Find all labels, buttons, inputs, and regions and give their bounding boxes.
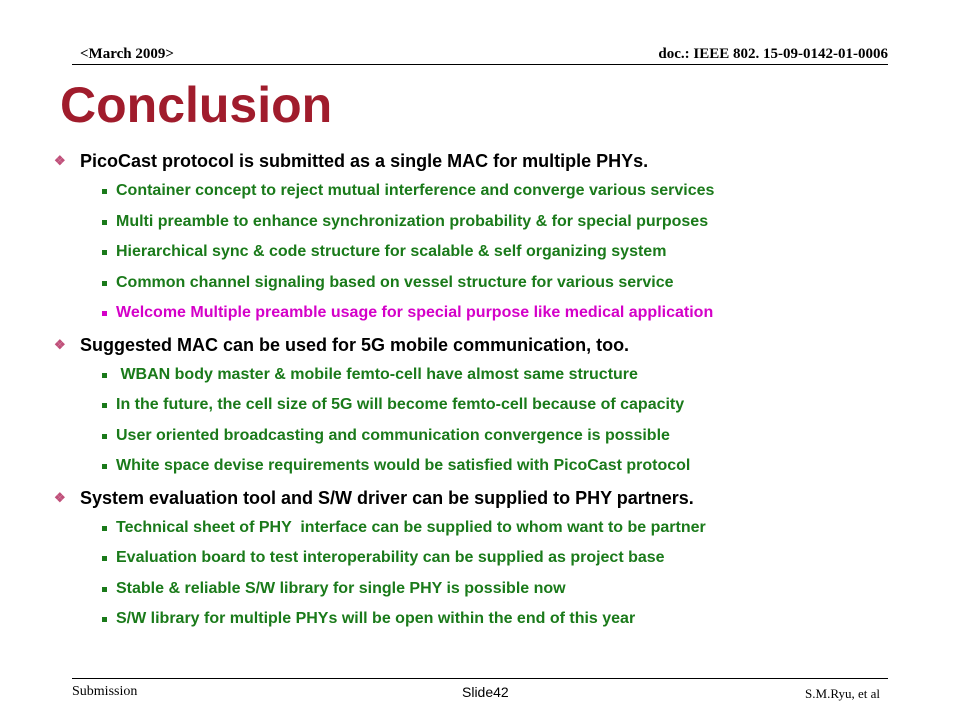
square-bullet-icon [102,526,107,531]
bullet-l2 [54,548,934,568]
square-bullet-icon [102,464,107,469]
bullet-l2 [54,456,934,476]
bullet-l2 [54,212,934,232]
square-bullet-icon [102,189,107,194]
bullet-l2 [54,426,934,446]
bullet-l1 [54,334,934,356]
bullet-text: White space devise requirements would be satisfied with PicoCast protocol [116,457,691,474]
bullet-l2 [54,273,934,293]
bullet-text: Evaluation board to test interoperability can be supplied as project base [116,549,665,566]
slide-body [54,150,934,640]
bullet-l2 [54,303,934,323]
square-bullet-icon [102,220,107,225]
square-bullet-icon [102,311,107,316]
bullet-text: WBAN body master & mobile femto-cell have almost same structure [116,365,638,383]
bullet-text: Hierarchical sync & code structure for scalable & self organizing system [116,243,667,260]
bullet-text: Welcome Multiple preamble usage for special purpose like medical application [116,304,714,321]
bullet-text: S/W library for multiple PHYs will be open within the end of this year [116,610,636,627]
diamond-bullet-icon: ❖ [54,489,66,505]
footer-slide-number: Slide42 [462,684,509,700]
square-bullet-icon [102,281,107,286]
section-1 [54,150,934,323]
diamond-bullet-icon: ❖ [54,336,66,352]
bullet-l2 [54,242,934,262]
bullet-l2 [54,181,934,201]
bullet-l2 [54,365,934,385]
bullet-text: Suggested MAC can be used for 5G mobile communication, too. [80,334,630,355]
header-rule [72,64,888,65]
square-bullet-icon [102,556,107,561]
section-3 [54,487,934,630]
bullet-text: PicoCast protocol is submitted as a single MAC for multiple PHYs. [80,151,649,171]
bullet-text: Container concept to reject mutual interference and converge various services [116,182,715,199]
footer-submission: Submission [72,684,138,699]
bullet-text: System evaluation tool and S/W driver can be supplied to PHY partners. [80,487,694,508]
bullet-text: Multi preamble to enhance synchronization probability & for special purposes [116,212,709,230]
bullet-text: User oriented broadcasting and communication convergence is possible [116,426,670,444]
footer-rule [72,678,888,679]
bullet-text: In the future, the cell size of 5G will become femto-cell because of capacity [116,396,685,413]
bullet-l1 [54,150,934,172]
square-bullet-icon [102,250,107,255]
square-bullet-icon [102,373,107,378]
square-bullet-icon [102,587,107,592]
diamond-bullet-icon: ❖ [54,153,66,168]
bullet-text: Stable & reliable S/W library for single PHY is possible now [116,579,566,597]
bullet-l2 [54,518,934,538]
bullet-text: Technical sheet of PHY interface can be supplied to whom want to be partner [116,518,706,536]
bullet-l2 [54,395,934,415]
bullet-l2 [54,579,934,599]
header-date: <March 2009> [80,46,174,62]
square-bullet-icon [102,434,107,439]
bullet-text: Common channel signaling based on vessel structure for various service [116,273,674,291]
header-doc-id: doc.: IEEE 802. 15-09-0142-01-0006 [658,46,888,62]
bullet-l1 [54,487,934,509]
slide-title: Conclusion [60,77,333,133]
square-bullet-icon [102,403,107,408]
footer-author: S.M.Ryu, et al [805,686,880,701]
bullet-l2 [54,609,934,629]
section-2 [54,334,934,477]
square-bullet-icon [102,617,107,622]
